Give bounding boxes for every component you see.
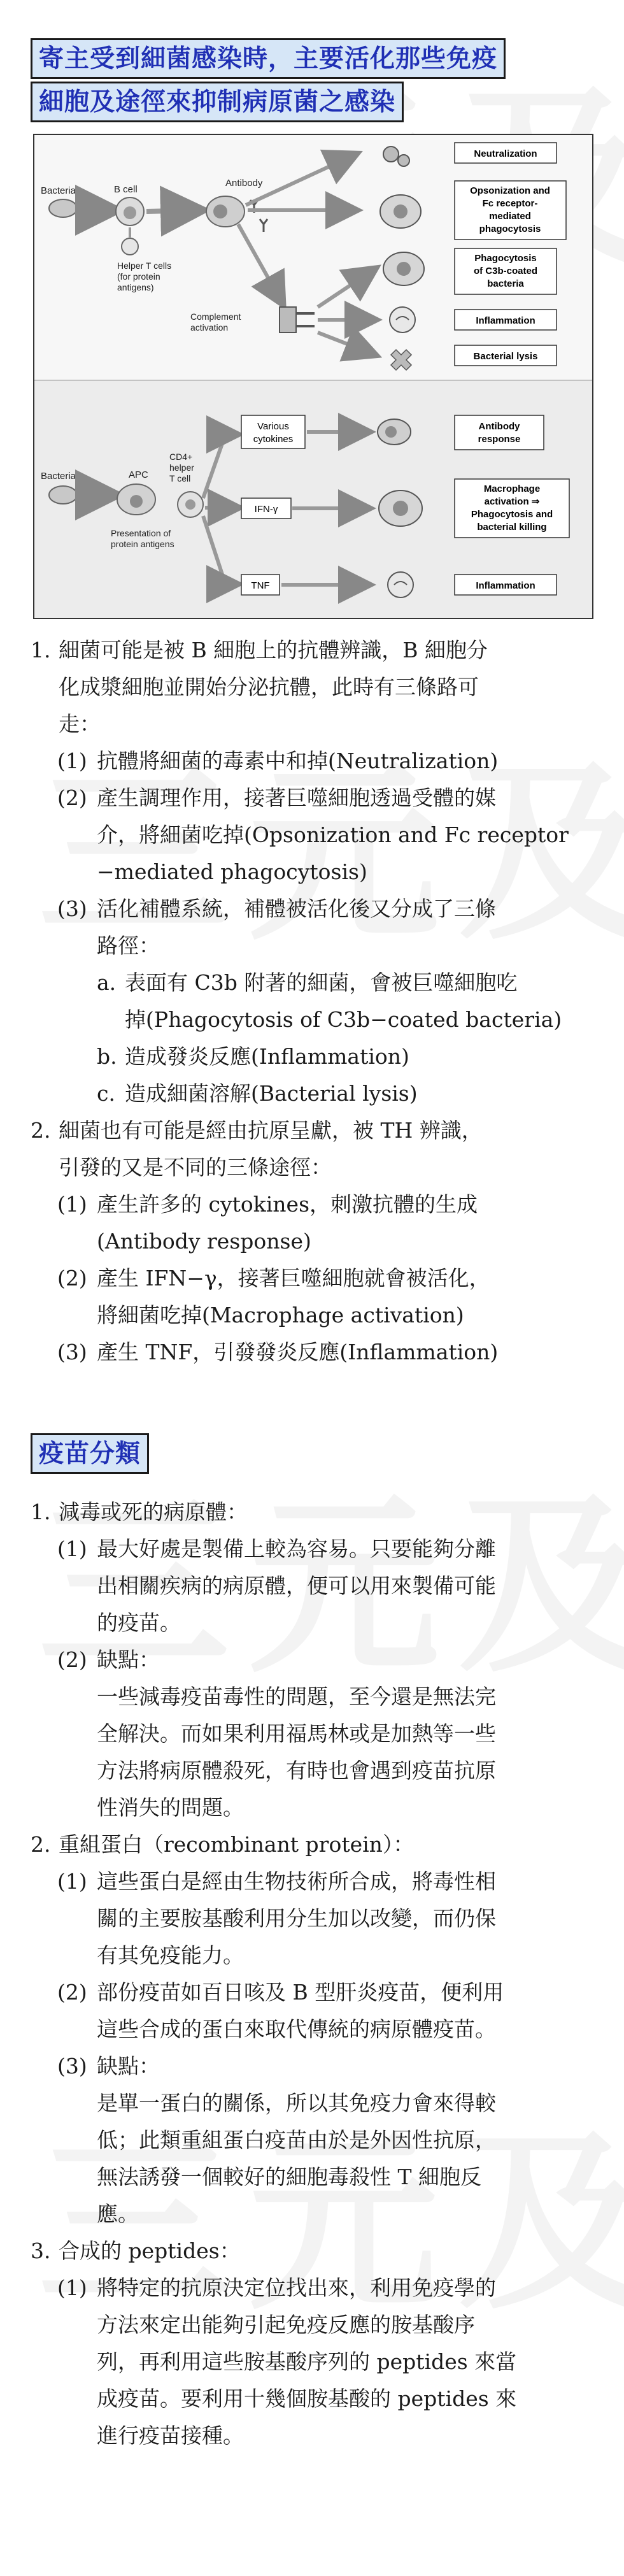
paragraph-line: 進行疫苗接種。 [97,2423,244,2448]
paragraph-line: 出相關疾病的病原體，便可以用來製備可能 [97,1573,496,1598]
paragraph-line: 這些蛋白是經由生物技術所合成，將毒性相 [97,1869,496,1894]
label-complement: Complement [190,311,241,322]
list-number: (1) [57,748,87,773]
paragraph-line: 引發的又是不同的三條途徑： [59,1155,332,1180]
svg-text:Fc receptor-: Fc receptor- [482,198,538,209]
paragraph-line: 產生許多的 cytokines，刺激抗體的生成 [97,1192,478,1217]
paragraph-line: 表面有 C3b 附著的細菌，會被巨噬細胞吃 [125,970,518,995]
paragraph-line: 產生 IFN−γ，接著巨噬細胞就會被活化， [97,1266,490,1291]
outcome-box-opsonization [455,181,566,240]
outcome-box-macrophage-activation [455,479,569,538]
paragraph-line: (Antibody response) [97,1229,311,1254]
paragraph-line: 最大好處是製備上較為容易。只要能夠分離 [97,1536,496,1561]
paragraph-line: 缺點： [97,2054,160,2079]
svg-text:mediated: mediated [489,211,531,222]
paragraph-line: 產生 TNF，引發發炎反應(Inflammation) [97,1340,499,1364]
title-line-1: 寄主受到細菌感染時，主要活化那些免疫 [31,38,506,79]
svg-text:(for protein: (for protein [117,271,160,282]
paragraph-line: 是單一蛋白的關係，所以其免疫力會來得較 [97,2091,496,2115]
paragraph-line: −mediated phagocytosis) [97,859,367,884]
paragraph-line: 方法將病原體殺死，有時也會遇到疫苗抗原 [97,1758,496,1783]
svg-text:of C3b-coated: of C3b-coated [473,266,538,276]
title-line-2: 細胞及途徑來抑制病原菌之感染 [31,82,404,122]
label-antibody: Antibody [225,178,263,189]
svg-text:Phagocytosis: Phagocytosis [474,253,537,264]
immune-response-diagram [33,134,593,619]
inflammation-cell-icon [388,572,413,597]
svg-text:cytokines: cytokines [253,434,294,445]
svg-text:T cell: T cell [169,473,191,483]
paragraph-line: 無法誘發一個較好的細胞毒殺性 T 細胞反 [97,2165,481,2189]
svg-text:IFN-γ: IFN-γ [254,504,278,515]
list-number: 2. [31,1118,51,1143]
svg-text:Inflammation: Inflammation [476,315,535,326]
paragraph-line: 走： [59,712,101,736]
svg-text:Various: Various [257,421,289,432]
paragraph-line: 造成細菌溶解(Bacterial lysis) [125,1081,418,1106]
b-cell-icon [116,197,144,225]
paragraph-line: 低；此類重組蛋白疫苗由於是外因性抗原， [97,2128,496,2152]
paragraph-line: 將特定的抗原決定位找出來，利用免疫學的 [97,2275,496,2300]
list-number: (2) [57,785,87,810]
phagocyte-icon [380,195,421,228]
label-b-cell: B cell [114,184,138,195]
paragraph-line: 缺點： [97,1647,160,1672]
list-number: 1. [31,1499,51,1524]
paragraph-line: 活化補體系統，補體被活化後又分成了三條 [97,896,496,921]
list-number: (2) [57,1266,87,1291]
list-number: (3) [57,896,87,921]
svg-text:Bacterial lysis: Bacterial lysis [473,351,538,362]
svg-text:Opsonization and: Opsonization and [470,185,550,196]
paragraph-line: 化成漿細胞並開始分泌抗體，此時有三條路可 [59,675,479,699]
list-number: (3) [57,1340,87,1364]
svg-text:TNF: TNF [251,580,270,591]
list-number: (2) [57,1980,87,2005]
label-bacteria-bottom: Bacteria [41,471,76,482]
inflammation-cell-icon [390,307,415,333]
svg-text:helper: helper [169,462,194,473]
svg-text:Antibody: Antibody [478,421,520,432]
paragraph-line: 方法來定出能夠引起免疫反應的胺基酸序 [97,2312,475,2337]
activated-macrophage-icon [379,490,422,526]
section-heading-vaccine-types: 疫苗分類 [31,1433,149,1474]
svg-text:antigens): antigens) [117,282,154,292]
paragraph-line: 性消失的問題。 [97,1795,244,1820]
phagocyte-c3b-icon [383,252,424,285]
svg-text:Neutralization: Neutralization [474,148,537,159]
cd4-t-cell-icon [178,492,203,517]
paragraph-line: 這些合成的蛋白來取代傳統的病原體疫苗。 [97,2017,496,2042]
label-helper-t: Helper T cells [117,261,172,271]
paragraph-line: 有其免疫能力。 [97,1943,244,1968]
paragraph-line: 一些減毒疫苗毒性的問題，至今還是無法完 [97,1684,496,1709]
svg-text:protein antigens: protein antigens [111,539,174,549]
apc-icon [117,484,155,515]
paragraph-line: 將細菌吃掉(Macrophage activation) [97,1303,464,1327]
paragraph-line: 減毒或死的病原體： [59,1499,248,1524]
paragraph-line: 細菌也有可能是經由抗原呈獻，被 TH 辨識， [59,1118,483,1143]
bacteria-icon [49,486,77,504]
outcome-box-inflammation-bottom [455,575,557,595]
paragraph-line: 細菌可能是被 B 細胞上的抗體辨識，B 細胞分 [59,638,488,662]
outcome-box-bacterial-lysis [455,345,557,366]
bacteria-icon [49,199,77,217]
list-number: (1) [57,2275,87,2300]
svg-text:activation ⇒: activation ⇒ [484,496,540,507]
label-box-tnf [241,575,280,595]
neutralized-toxin-icon [383,147,409,166]
svg-text:Macrophage: Macrophage [483,483,541,494]
helper-t-cell-icon [122,238,138,255]
svg-text:bacterial killing: bacterial killing [477,522,547,533]
paragraph-line: 重組蛋白（recombinant protein）： [59,1832,415,1857]
paragraph-line: 全解決。而如果利用福馬林或是加熱等一些 [97,1721,496,1746]
list-number: (3) [57,2054,87,2079]
paragraph-line: 部份疫苗如百日咳及 B 型肝炎疫苗，便利用 [97,1980,504,2005]
paragraph-line: 列，再利用這些胺基酸序列的 peptides 來當 [97,2349,517,2374]
list-number: (1) [57,1192,87,1217]
antibody-icon [250,200,267,232]
list-number: (1) [57,1536,87,1561]
svg-text:phagocytosis: phagocytosis [479,224,541,234]
outcome-box-neutralization [455,143,557,163]
outcome-box-inflammation-top [455,310,557,330]
label-box-various-cytokines [241,415,305,448]
b-cell-antibody-icon [378,419,411,445]
svg-text:bacteria: bacteria [487,278,524,289]
paragraph-line: 應。 [97,2201,139,2226]
label-box-ifn-gamma [241,498,291,519]
outcome-box-antibody-response [455,415,544,450]
complement-icon [280,307,315,333]
svg-text:activation: activation [190,322,229,333]
svg-text:response: response [478,434,521,445]
list-number: a. [97,970,117,995]
paragraph-line: 造成發炎反應(Inflammation) [125,1044,409,1069]
list-number: (1) [57,1869,87,1894]
label-presentation: Presentation of [111,528,171,538]
paragraph-line: 產生調理作用，接著巨噬細胞透過受體的媒 [97,785,496,810]
paragraph-line: 合成的 peptides： [59,2238,241,2263]
diagram-svg [34,135,592,618]
list-number: b. [97,1044,117,1069]
list-number: c. [97,1081,115,1106]
list-number: 1. [31,638,51,662]
plasma-cell-icon [206,196,245,227]
svg-text:Inflammation: Inflammation [476,580,535,591]
paragraph-line: 介，將細菌吃掉(Opsonization and Fc receptor [97,822,569,847]
paragraph-line: 掉(Phagocytosis of C3b−coated bacteria) [125,1007,562,1032]
list-number: 3. [31,2238,51,2263]
paragraph-line: 的疫苗。 [97,1610,181,1635]
outcome-box-phagocytosis-c3b [455,248,557,294]
list-number: 2. [31,1832,51,1857]
lysed-bacteria-icon [391,350,411,370]
paragraph-line: 關的主要胺基酸利用分生加以改變，而仍保 [97,1906,496,1931]
label-cd4: CD4+ [169,452,193,462]
paragraph-line: 抗體將細菌的毒素中和掉(Neutralization) [97,748,499,773]
paragraph-line: 路徑： [97,933,160,958]
label-bacteria-top: Bacteria [41,185,76,196]
label-apc: APC [129,469,148,480]
svg-text:Phagocytosis and: Phagocytosis and [471,509,553,520]
list-number: (2) [57,1647,87,1672]
paragraph-line: 成疫苗。要利用十幾個胺基酸的 peptides 來 [97,2386,517,2411]
